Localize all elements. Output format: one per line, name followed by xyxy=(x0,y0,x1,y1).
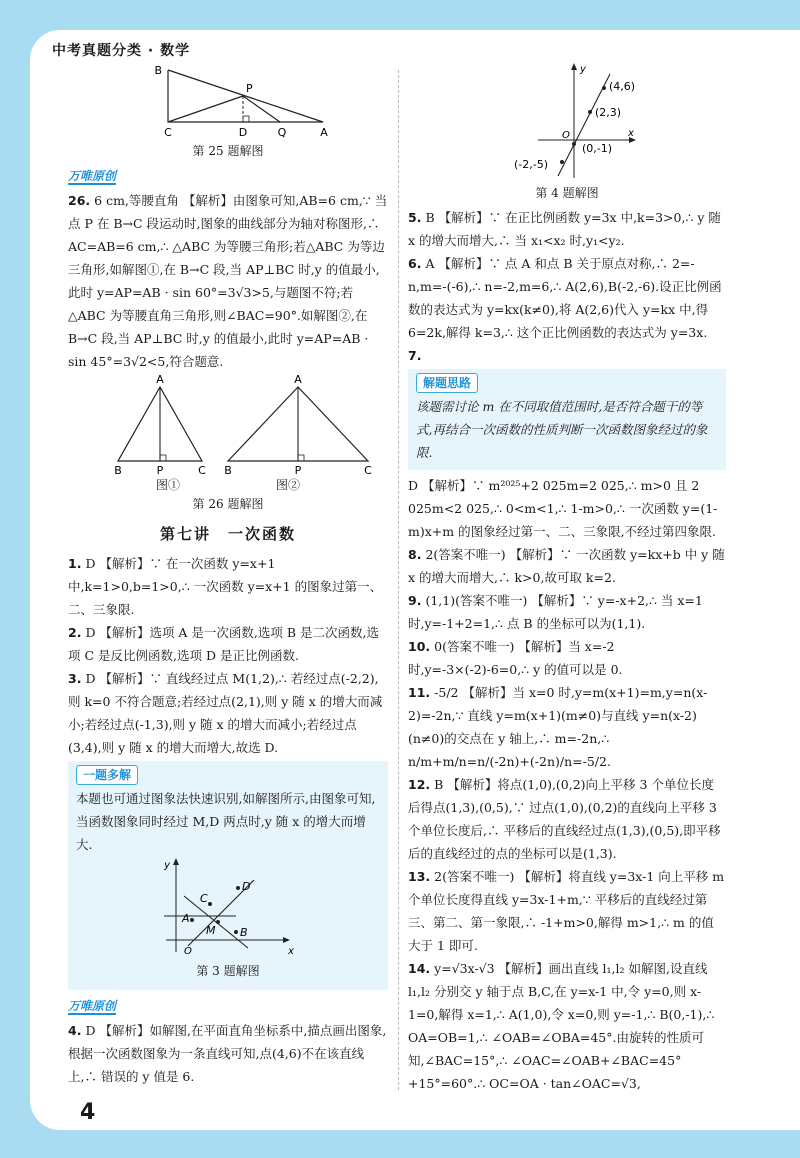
q3-text: D 【解析】∵ 直线经过点 M(1,2),∴ 若经过点(-2,2),则 k=0 不符合题意;若经过点(2,1),则 y 随 x 的增大而减小;若经过点(-1,3),则 y 随 x 的增大而减小;若经过点(3,4),则 y 随 x 的增大而增大,故选 D. xyxy=(68,671,383,755)
q8 xyxy=(408,543,726,589)
q7-tip-title: 解题思路 xyxy=(416,373,478,393)
fig26-caption: 第 26 题解图 xyxy=(192,497,264,511)
q6 xyxy=(408,252,726,344)
lesson-title: 第七讲 一次函数 xyxy=(159,525,296,543)
figure-26 xyxy=(68,373,388,477)
q4 xyxy=(68,1019,388,1088)
q6-number: 6. xyxy=(408,256,422,271)
fig4-label-y: y xyxy=(580,64,586,75)
q10-text: 0(答案不唯一) 【解析】当 x=-2 时,y=-3×(-2)-6=0,∴ y 的值可以是 0. xyxy=(408,639,623,677)
fig3-label-A: A xyxy=(182,912,190,925)
fig25-label-D: D xyxy=(238,126,248,139)
q1-text: D 【解析】∵ 在一次函数 y=x+1 中,k=1>0,b=1>0,∴ 一次函数 y=x+1 的图象过第一、二、三象限. xyxy=(68,556,383,617)
figure-4 xyxy=(408,60,726,182)
q4-number: 4. xyxy=(68,1023,82,1038)
q7-number: 7. xyxy=(408,348,422,363)
q5-text: B 【解析】∵ 在正比例函数 y=3x 中,k=3>0,∴ y 随 x 的增大而增大,∴ 当 x₁<x₂ 时,y₁<y₂. xyxy=(408,210,721,248)
fig3-label-C: C xyxy=(200,892,208,905)
q7-text: D 【解析】∵ m²⁰²⁵+2 025m=2 025,∴ m>0 且 2 025m<2 025,∴ 0<m<1,∴ 1-m>0,∴ 一次函数 y=(1-m)x+m 的图象经过第一、二、三象限,不经过第四象限. xyxy=(408,478,718,539)
fig26b-label-B: B xyxy=(224,464,232,477)
q9-number: 9. xyxy=(408,593,422,608)
page-number: 4 xyxy=(80,1100,96,1125)
q14-text: y=√3x-√3 【解析】画出直线 l₁,l₂ 如解图,设直线 l₁,l₂ 分别交 y 轴于点 B,C,在 y=x-1 中,令 y=0,则 x-1=0,解得 x=1,∴ A(1,0),令 x=0,则 y=-1,∴ B(0,-1),∴ OA=OB=1,∴ ∠OAB=∠OBA=45°.由旋转的性质可知,∠BAC=15°,∴ ∠OAC=∠OAB+∠BAC=45°+15°=60°.∴ OC=OA · tan∠OAC=√3, xyxy=(408,961,715,1091)
fig25-label-Q: Q xyxy=(277,126,287,139)
figure-3 xyxy=(76,856,376,960)
q14-number: 14. xyxy=(408,961,431,976)
q10-number: 10. xyxy=(408,639,431,654)
fig3-label-x: x xyxy=(288,946,294,957)
q1 xyxy=(68,552,388,621)
fig4-label-x: x xyxy=(628,128,634,139)
fig25-label-A: A xyxy=(320,126,328,139)
column-divider xyxy=(398,70,399,1090)
fig3-label-B: B xyxy=(240,926,248,939)
multi-solution-box xyxy=(68,761,388,990)
fig26-sub1: 图① xyxy=(155,478,180,492)
fig26a-label-B: B xyxy=(114,464,122,477)
fig26b-label-A: A xyxy=(294,373,302,386)
multi-solution-title: 一题多解 xyxy=(76,765,138,785)
fig3-label-D: D xyxy=(242,880,251,893)
q7 xyxy=(408,344,726,543)
q12 xyxy=(408,773,726,865)
q1-number: 1. xyxy=(68,556,82,571)
q10 xyxy=(408,635,726,681)
fig4-label-p23: (2,3) xyxy=(595,106,622,119)
brand-logo: 万唯原创 xyxy=(68,169,117,183)
fig26a-label-A: A xyxy=(156,373,164,386)
fig26b-label-P: P xyxy=(294,464,302,477)
q3 xyxy=(68,667,388,759)
q2-number: 2. xyxy=(68,625,82,640)
q5-number: 5. xyxy=(408,210,422,225)
q12-text: B 【解析】将点(1,0),(0,2)向上平移 3 个单位长度后得点(1,3),(0,5),∵ 过点(1,0),(0,2)的直线向上平移 3 个单位长度后,∴ 平移后的直线经过点(1,3),(0,5),即平移后的直线经过的点的坐标可以是(1,3). xyxy=(408,777,721,861)
fig4-label-O: O xyxy=(562,130,570,141)
q7-tip-text: 该题需讨论 m 在不同取值范围时,是否符合题干的等式,再结合一次函数的性质判断一次函数图象经过的象限. xyxy=(416,399,708,460)
figure-25 xyxy=(68,60,388,140)
fig4-label-pm2m5: (-2,-5) xyxy=(514,158,549,171)
q13-number: 13. xyxy=(408,869,431,884)
q13 xyxy=(408,865,726,957)
q11-text: -5/2 【解析】当 x=0 时,y=m(x+1)=m,y=n(x-2)=-2n,∵ 直线 y=m(x+1)(m≠0)与直线 y=n(x-2)(n≠0)的交点在 y 轴上,∴ m=-2n,∴ n/m+m/n=n/(-2n)+(-2n)/n=-5/2. xyxy=(408,685,708,769)
brand-logo-2: 万唯原创 xyxy=(68,999,117,1013)
fig26b-label-C: C xyxy=(364,464,372,477)
q4-text: D 【解析】如解图,在平面直角坐标系中,描点画出图象,根据一次函数图象为一条直线可知,点(4,6)不在该直线上,∴ 错误的 y 值是 6. xyxy=(68,1023,387,1084)
q9-text: (1,1)(答案不唯一) 【解析】∵ y=-x+2,∴ 当 x=1 时,y=-1+2=1,∴ 点 B 的坐标可以为(1,1). xyxy=(408,593,703,631)
fig3-caption: 第 3 题解图 xyxy=(196,964,260,978)
q5 xyxy=(408,206,726,252)
fig4-label-p46: (4,6) xyxy=(609,80,636,93)
q14 xyxy=(408,957,726,1095)
q2-text: D 【解析】选项 A 是一次函数,选项 B 是二次函数,选项 C 是反比例函数,选项 D 是正比例函数. xyxy=(68,625,380,663)
q26-number: 26. xyxy=(68,193,91,208)
fig25-label-P: P xyxy=(246,82,253,95)
q11 xyxy=(408,681,726,773)
left-column xyxy=(68,60,388,1088)
right-column xyxy=(408,60,726,1095)
fig26a-label-C: C xyxy=(198,464,206,477)
fig4-caption: 第 4 题解图 xyxy=(535,186,599,200)
fig3-label-y: y xyxy=(164,860,170,871)
fig3-label-M: M xyxy=(206,924,216,937)
q12-number: 12. xyxy=(408,777,431,792)
q26-text: 6 cm,等腰直角 【解析】由图象可知,AB=6 cm,∵ 当点 P 在 B→C 段运动时,图象的曲线部分为轴对称图形,∴ AC=AB=6 cm,∴ △ABC 为等腰三角形;若△ABC 为等边三角形,如解图①,在 B→C 段,当 AP⊥BC 时,y 的值最小,此时 y=AP=AB · sin 60°=3√3>5,与题图不符;若△ABC 为等腰直角三角形,则∠BAC=90°.如解图②,在 B→C 段,当 AP⊥BC 时,y 的值最小,此时 y=AP=AB · sin 45°=3√2<5,符合题意. xyxy=(68,193,388,369)
q8-number: 8. xyxy=(408,547,422,562)
fig25-label-C: C xyxy=(164,126,172,139)
q2 xyxy=(68,621,388,667)
fig25-label-B: B xyxy=(154,64,162,77)
page-header: 中考真题分类 · 数学 xyxy=(52,43,191,59)
fig4-label-p0m1: (0,-1) xyxy=(582,142,613,155)
fig3-label-O: O xyxy=(184,946,192,957)
multi-solution-text: 本题也可通过图象法快速识别,如解图所示,由图象可知,当函数图象同时经过 M,D 两点时,y 随 x 的增大而增大. xyxy=(76,791,376,852)
q6-text: A 【解析】∵ 点 A 和点 B 关于原点对称,∴ 2=-n,m=-(-6),∴ n=-2,m=6,∴ A(2,6),B(-2,-6).设正比例函数的表达式为 y=kx(k≠0),将 A(2,6)代入 y=kx 中,得 6=2k,解得 k=3,∴ 这个正比例函数的表达式为 y=3x. xyxy=(408,256,722,340)
fig26a-label-P: P xyxy=(156,464,164,477)
fig25-caption: 第 25 题解图 xyxy=(192,144,264,158)
q8-text: 2(答案不唯一) 【解析】∵ 一次函数 y=kx+b 中 y 随 x 的增大而增大,∴ k>0,故可取 k=2. xyxy=(408,547,725,585)
q7-tip-box xyxy=(408,369,726,470)
q26 xyxy=(68,189,388,373)
fig26-sub2: 图② xyxy=(275,478,300,492)
q11-number: 11. xyxy=(408,685,431,700)
q9 xyxy=(408,589,726,635)
q13-text: 2(答案不唯一) 【解析】将直线 y=3x-1 向上平移 m 个单位长度得直线 y=3x-1+m,∵ 平移后的直线经过第三、第二、第一象限,∴ -1+m>0,解得 m>1,∴ m 的值大于 1 即可. xyxy=(408,869,725,953)
fig26-subcaptions xyxy=(68,477,388,493)
q3-number: 3. xyxy=(68,671,82,686)
